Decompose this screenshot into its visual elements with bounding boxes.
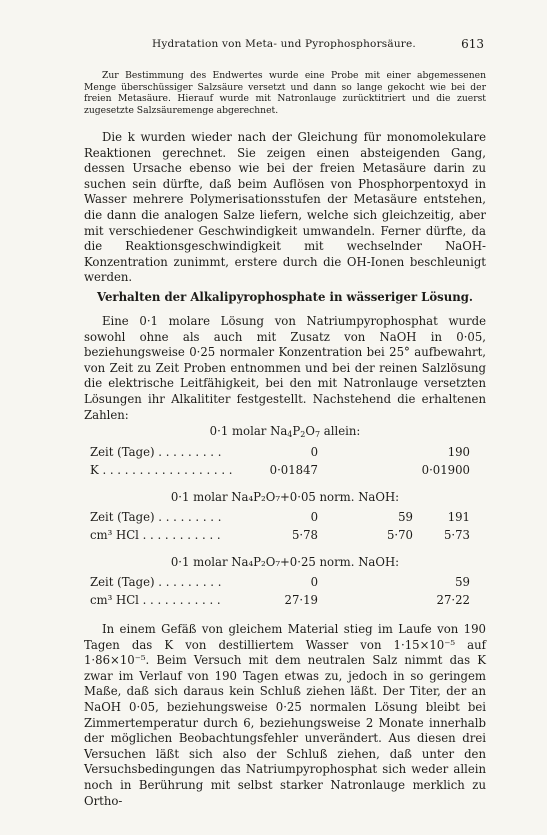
row-label: cm³ HCl . . . . . . . . . . . [90, 528, 221, 542]
section-heading: Verhalten der Alkalipyrophosphate in wässeriger Lösung. [97, 290, 473, 304]
footnote-text: Zur Bestimmung des Endwertes wurde eine Probe mit einer abgemessenen Menge überschüssiger Salzsäure versetzt und dann so lange gekocht wie bei der freien Metasäure. Hierauf wurde mit Natronlauge zurücktitriert und die zuerst zugesetzte Salzsäuremenge abgerechnet. [84, 70, 486, 116]
cell: 59 [455, 575, 470, 589]
table-2-row-time [90, 510, 490, 526]
row-label: Zeit (Tage) . . . . . . . . . [90, 575, 222, 589]
row-label: cm³ HCl . . . . . . . . . . . [90, 593, 221, 607]
paragraph-2: Eine 0·1 molare Lösung von Natriumpyrophosphat wurde sowohl ohne als auch mit Zusatz von NaOH in 0·05, beziehungsweise 0·25 normaler Konzentration bei 25° aufbewahrt, von Zeit zu Zeit Proben entnommen und bei der reinen Salzlösung die elektrische Leitfähigkeit, bei den mit Natronlauge versetzten Lösungen ihr Alkalititer festgestellt. Nachstehend die erhaltenen Zahlen: [84, 314, 486, 422]
row-label: Zeit (Tage) . . . . . . . . . [90, 510, 222, 524]
page-number: 613 [461, 37, 484, 51]
table-2-caption: 0·1 molar Na₄P₂O₇+0·05 norm. NaOH: [170, 490, 400, 504]
paragraph-3-block [84, 622, 486, 809]
table-1-caption: 0·1 molar $Na_4P_2O_7$ allein: [209, 424, 361, 439]
row-label: Zeit (Tage) . . . . . . . . . [90, 445, 222, 459]
cell: 0 [310, 575, 318, 589]
cell: 27·22 [436, 593, 470, 607]
table-3-row-hcl [90, 593, 490, 609]
cell: 5·78 [291, 528, 318, 542]
cell: 0·01847 [269, 463, 318, 477]
running-header [64, 38, 484, 54]
paragraph-2-block [84, 314, 486, 423]
running-title: Hydratation von Meta- und Pyrophosphorsäure. [152, 38, 416, 50]
paragraph-1: Die k wurden wieder nach der Gleichung für monomolekulare Reaktionen gerechnet. Sie zeigen einen absteigenden Gang, dessen Ursache ebenso wie bei der freien Metasäure darin zu suchen sein dürfte, daß beim Auflösen von Phosphorpentoxyd in Wasser mehrere Polymerisationsstufen der Metasäure entstehen, die dann die analogen Salze liefern, welche sich gleichzeitig, aber mit verschiedener Geschwindigkeit umwandeln. Ferner dürfte, da die Reaktionsgeschwindigkeit mit wechselnder NaOH-Konzentration zunimmt, erstere durch die OH-Ionen beschleunigt werden. [84, 130, 486, 285]
paragraph-1-block [84, 130, 486, 286]
paragraph-3: In einem Gefäß von gleichem Material stieg im Laufe von 190 Tagen das K von destilliertem Wasser von 1·15×10⁻⁵ auf 1·86×10⁻⁵. Beim Versuch mit dem neutralen Salz nimmt das K zwar im Verlauf von 190 Tagen etwas zu, jedoch in so geringem Maße, daß sich daraus kein Schluß ziehen läßt. Der Titer, der an NaOH 0·05, beziehungsweise 0·25 normalen Lösung bleibt bei Zimmertemperatur durch 6, beziehungsweise 2 Monate innerhalb der möglichen Beobachtungsfehler unverändert. Aus diesen drei Versuchen läßt sich also der Schluß ziehen, daß unter den Versuchsbedingungen das Natriumpyrophosphat sich weder allein noch in Berührung mit selbst starker Natronlauge merklich zu Ortho- [84, 622, 486, 808]
table-3-row-time [90, 575, 490, 591]
table-2-row-hcl [90, 528, 490, 544]
row-label: K . . . . . . . . . . . . . . . . . . [90, 463, 233, 477]
table-3-caption: 0·1 molar Na₄P₂O₇+0·25 norm. NaOH: [170, 555, 400, 569]
table-1-row-k [90, 463, 490, 479]
cell: 190 [447, 445, 470, 459]
cell: 0·01900 [421, 463, 470, 477]
cell: 0 [310, 510, 318, 524]
footnote-block [84, 70, 486, 116]
table-1-row-time [90, 445, 490, 461]
cell: 5·70 [386, 528, 413, 542]
cell: 0 [310, 445, 318, 459]
cell: 59 [398, 510, 413, 524]
cell: 191 [447, 510, 470, 524]
cell: 27·19 [284, 593, 318, 607]
cell: 5·73 [443, 528, 470, 542]
